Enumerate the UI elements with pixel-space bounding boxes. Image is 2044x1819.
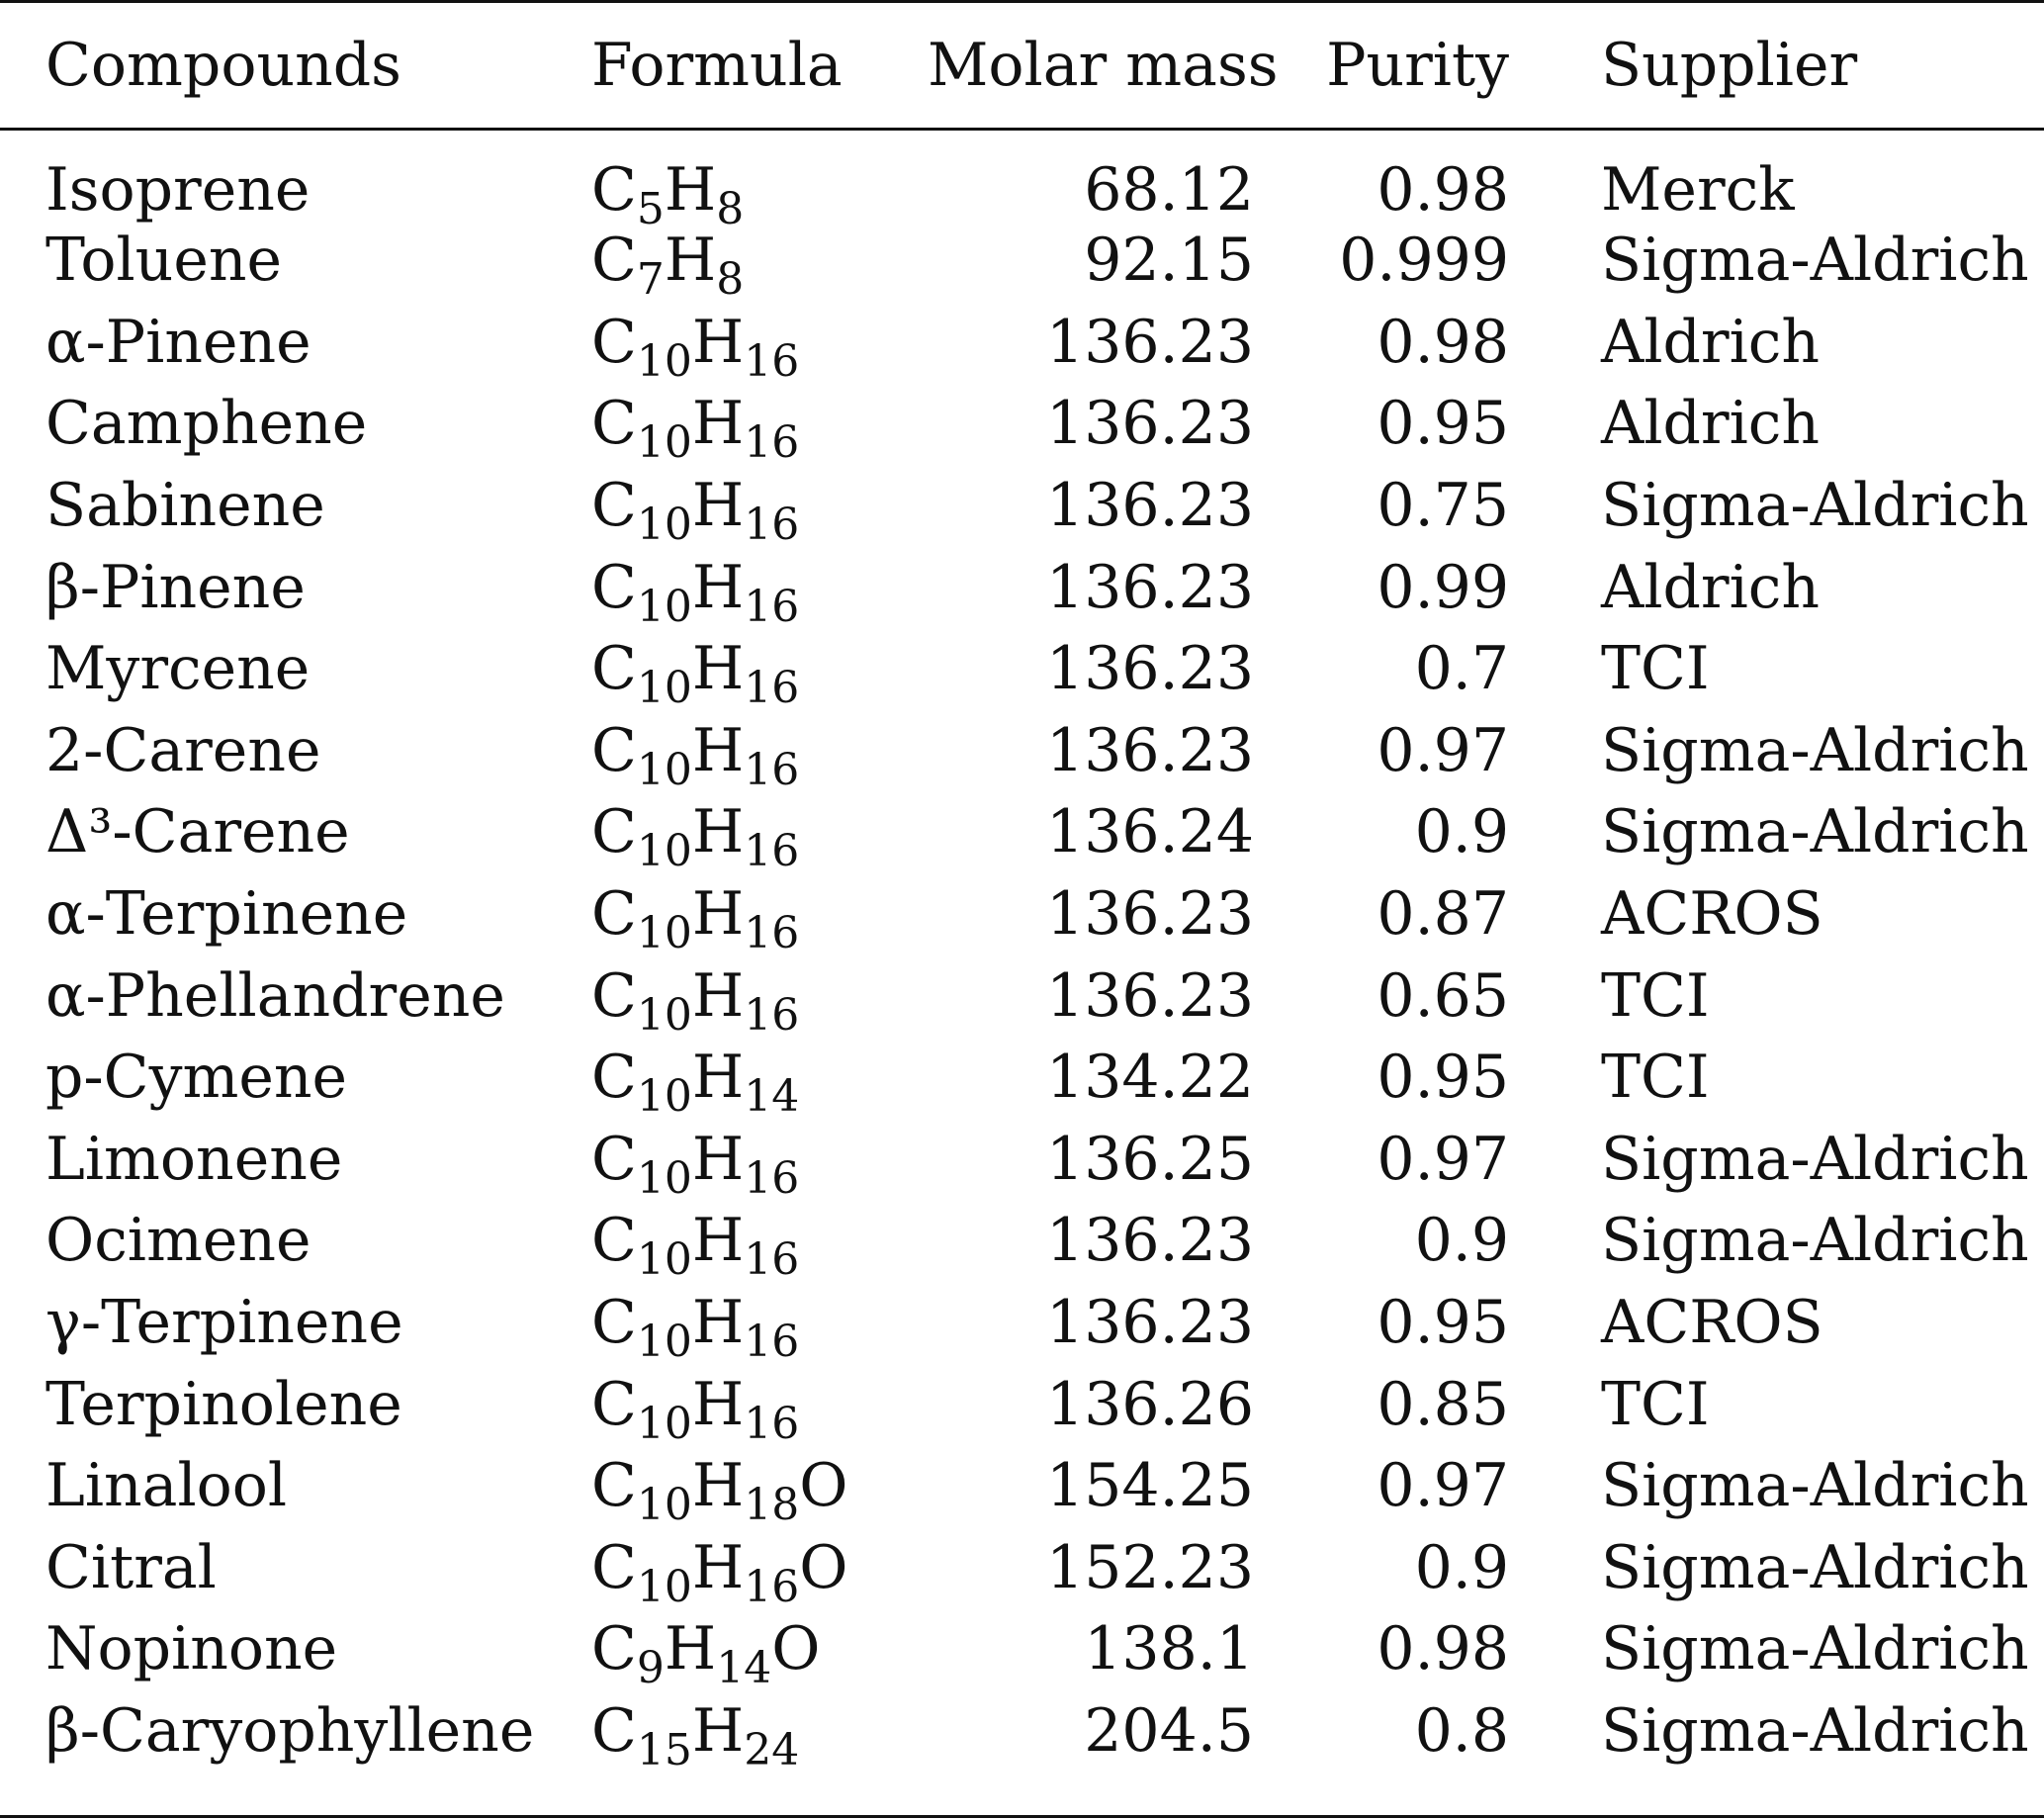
- cell-purity: 0.8: [1414, 1695, 1509, 1766]
- cell-supplier: Sigma-Aldrich: [1601, 1124, 2029, 1194]
- cell-formula: [591, 873, 928, 959]
- cell-formula: [591, 1690, 928, 1773]
- cell-formula: [591, 791, 928, 877]
- formula-subscript: 10: [636, 417, 692, 469]
- formula-symbol: C: [591, 1206, 637, 1276]
- cell-molar-mass: 152.23: [1046, 1532, 1254, 1602]
- formula-subscript: 16: [744, 989, 800, 1041]
- cell-purity: 0.97: [1377, 1451, 1509, 1521]
- cell-formula: [591, 710, 928, 795]
- cell-formula: [591, 628, 928, 714]
- formula-element: [691, 1043, 800, 1123]
- formula-element: [591, 1695, 692, 1775]
- formula-element: [591, 155, 665, 234]
- formula-symbol: O: [771, 1614, 821, 1684]
- formula-element: [591, 1532, 692, 1612]
- formula-symbol: H: [691, 1124, 745, 1194]
- cell-supplier: Sigma-Aldrich: [1601, 1532, 2029, 1602]
- cell-purity: 0.9: [1414, 797, 1509, 867]
- cell-supplier: TCI: [1601, 1043, 1710, 1113]
- table-row: [0, 1608, 2044, 1690]
- formula-element: [691, 307, 800, 387]
- formula-symbol: C: [591, 1124, 637, 1194]
- table-row: [0, 873, 2044, 955]
- formula-symbol: H: [691, 307, 745, 377]
- cell-supplier: Aldrich: [1601, 307, 1821, 377]
- cell-formula: [591, 1445, 928, 1531]
- cell-purity: 0.7: [1414, 634, 1509, 704]
- formula-subscript: 16: [744, 1317, 800, 1368]
- formula-element: [664, 155, 745, 234]
- cell-formula: [591, 1363, 928, 1449]
- cell-molar-mass: 138.1: [1084, 1614, 1254, 1684]
- cell-molar-mass: 136.23: [1046, 1206, 1254, 1276]
- formula-symbol: H: [691, 960, 745, 1031]
- cell-compound: Toluene: [45, 226, 282, 296]
- formula-subscript: 16: [744, 1152, 800, 1204]
- cell-supplier: ACROS: [1601, 1288, 1823, 1358]
- cell-molar-mass: 136.23: [1046, 471, 1254, 541]
- formula-subscript: 10: [636, 744, 692, 795]
- formula-element: [691, 634, 800, 714]
- cell-formula: [591, 1527, 928, 1612]
- table-row: [0, 220, 2044, 302]
- cell-formula: [591, 302, 928, 387]
- cell-supplier: Sigma-Aldrich: [1601, 1614, 2029, 1684]
- table-row: [0, 1527, 2044, 1609]
- formula-element: [591, 226, 665, 306]
- formula-element: [591, 1124, 692, 1204]
- formula-symbol: C: [591, 389, 637, 459]
- formula-subscript: 8: [716, 184, 745, 234]
- table-bottom-rule: [0, 1815, 2044, 1818]
- cell-molar-mass: 136.23: [1046, 552, 1254, 622]
- formula-element: [591, 960, 692, 1041]
- formula-element: [691, 1369, 800, 1449]
- formula-element: [691, 715, 800, 795]
- cell-compound: Terpinolene: [45, 1369, 402, 1439]
- table-row: [0, 791, 2044, 873]
- cell-compound: p-Cymene: [45, 1043, 348, 1113]
- formula-subscript: 16: [744, 826, 800, 877]
- cell-compound: Nopinone: [45, 1614, 338, 1684]
- formula-element: [664, 1614, 772, 1694]
- formula-subscript: 16: [744, 1561, 800, 1612]
- cell-compound: α-Phellandrene: [45, 960, 505, 1031]
- cell-supplier: Sigma-Aldrich: [1601, 471, 2029, 541]
- cell-molar-mass: 136.23: [1046, 879, 1254, 950]
- formula-subscript: 14: [716, 1643, 772, 1694]
- formula-element: [591, 1451, 692, 1531]
- formula-element: [799, 1451, 847, 1520]
- formula-subscript: 16: [744, 335, 800, 387]
- formula-symbol: O: [799, 1532, 848, 1602]
- cell-molar-mass: 92.15: [1084, 226, 1254, 296]
- formula-element: [771, 1614, 820, 1683]
- formula-symbol: C: [591, 1614, 637, 1684]
- cell-molar-mass: 136.24: [1046, 797, 1254, 867]
- cell-purity: 0.95: [1377, 389, 1509, 459]
- formula-subscript: 9: [636, 1643, 665, 1694]
- formula-subscript: 10: [636, 1480, 692, 1531]
- formula-subscript: 16: [744, 663, 800, 714]
- cell-purity: 0.99: [1377, 552, 1509, 622]
- formula-subscript: 15: [636, 1724, 692, 1775]
- cell-compound: Sabinene: [45, 471, 325, 541]
- formula-symbol: C: [591, 1451, 637, 1521]
- formula-subscript: 18: [744, 1480, 800, 1531]
- formula-symbol: H: [691, 471, 745, 541]
- formula-symbol: C: [591, 879, 637, 950]
- formula-symbol: C: [591, 226, 637, 296]
- cell-compound: Myrcene: [45, 634, 311, 704]
- table-row: [0, 1445, 2044, 1527]
- formula-symbol: C: [591, 960, 637, 1031]
- cell-compound: Isoprene: [45, 155, 311, 225]
- formula-subscript: 10: [636, 1398, 692, 1449]
- cell-molar-mass: 154.25: [1046, 1451, 1254, 1521]
- cell-formula: [591, 955, 928, 1041]
- cell-purity: 0.87: [1377, 879, 1509, 950]
- cell-compound: β-Pinene: [45, 552, 306, 622]
- formula-symbol: H: [664, 155, 717, 225]
- formula-symbol: C: [591, 307, 637, 377]
- cell-molar-mass: 134.22: [1046, 1043, 1254, 1113]
- header-compounds: Compounds: [45, 31, 401, 100]
- cell-molar-mass: 136.23: [1046, 960, 1254, 1031]
- table-row: [0, 131, 2044, 220]
- cell-formula: [591, 1200, 928, 1286]
- header-supplier: Supplier: [1601, 31, 1858, 100]
- formula-symbol: C: [591, 1369, 637, 1439]
- cell-purity: 0.75: [1377, 471, 1509, 541]
- cell-compound: γ-Terpinene: [45, 1288, 403, 1358]
- formula-symbol: H: [691, 1206, 745, 1276]
- table-row: [0, 546, 2044, 628]
- formula-symbol: H: [691, 1043, 745, 1113]
- table-row: [0, 955, 2044, 1037]
- cell-molar-mass: 136.23: [1046, 1288, 1254, 1358]
- formula-element: [664, 226, 745, 306]
- formula-subscript: 5: [636, 184, 665, 234]
- formula-subscript: 16: [744, 500, 800, 551]
- formula-subscript: 10: [636, 826, 692, 877]
- table-row: [0, 1200, 2044, 1282]
- cell-supplier: Aldrich: [1601, 552, 1821, 622]
- cell-compound: Citral: [45, 1532, 217, 1602]
- formula-element: [591, 307, 692, 387]
- cell-compound: Limonene: [45, 1124, 343, 1194]
- formula-symbol: C: [591, 155, 637, 225]
- cell-compound: α-Terpinene: [45, 879, 408, 950]
- cell-supplier: Sigma-Aldrich: [1601, 226, 2029, 296]
- formula-subscript: 10: [636, 908, 692, 959]
- formula-subscript: 10: [636, 1234, 692, 1286]
- cell-molar-mass: 204.5: [1084, 1695, 1254, 1766]
- cell-formula: [591, 220, 928, 306]
- cell-formula: [591, 546, 928, 632]
- formula-symbol: H: [691, 715, 745, 785]
- cell-formula: [591, 1037, 928, 1123]
- cell-purity: 0.98: [1377, 1614, 1509, 1684]
- formula-symbol: H: [691, 1369, 745, 1439]
- formula-symbol: C: [591, 1288, 637, 1358]
- formula-subscript: 24: [744, 1724, 800, 1775]
- formula-element: [591, 471, 692, 551]
- cell-supplier: TCI: [1601, 960, 1710, 1031]
- formula-symbol: H: [691, 879, 745, 950]
- formula-element: [591, 715, 692, 795]
- header-row: [0, 0, 2044, 131]
- formula-symbol: C: [591, 552, 637, 622]
- formula-element: [591, 634, 692, 714]
- table-header: [0, 0, 2044, 131]
- formula-symbol: C: [591, 471, 637, 541]
- cell-formula: [591, 465, 928, 551]
- formula-element: [591, 1206, 692, 1286]
- cell-compound: Ocimene: [45, 1206, 311, 1276]
- cell-compound: 2-Carene: [45, 715, 321, 785]
- cell-supplier: Sigma-Aldrich: [1601, 1206, 2029, 1276]
- formula-subscript: 10: [636, 1317, 692, 1368]
- cell-supplier: Sigma-Aldrich: [1601, 715, 2029, 785]
- formula-subscript: 16: [744, 581, 800, 632]
- formula-symbol: H: [691, 634, 745, 704]
- formula-symbol: H: [691, 1532, 745, 1602]
- formula-symbol: H: [691, 1695, 745, 1766]
- cell-purity: 0.65: [1377, 960, 1509, 1031]
- cell-supplier: TCI: [1601, 634, 1710, 704]
- formula-element: [591, 1369, 692, 1449]
- cell-supplier: Aldrich: [1601, 389, 1821, 459]
- cell-purity: 0.98: [1377, 155, 1509, 225]
- cell-purity: 0.95: [1377, 1288, 1509, 1358]
- cell-formula: [591, 1608, 928, 1694]
- cell-supplier: TCI: [1601, 1369, 1710, 1439]
- formula-element: [691, 1124, 800, 1204]
- formula-subscript: 10: [636, 1561, 692, 1612]
- formula-subscript: 16: [744, 417, 800, 469]
- formula-symbol: C: [591, 634, 637, 704]
- table-row: [0, 710, 2044, 792]
- table-row: [0, 1363, 2044, 1445]
- cell-supplier: Sigma-Aldrich: [1601, 797, 2029, 867]
- cell-molar-mass: 136.23: [1046, 389, 1254, 459]
- cell-molar-mass: 136.23: [1046, 307, 1254, 377]
- formula-symbol: H: [691, 797, 745, 867]
- formula-symbol: H: [691, 389, 745, 459]
- formula-element: [591, 879, 692, 959]
- cell-formula: [591, 131, 928, 234]
- formula-symbol: H: [664, 1614, 717, 1684]
- cell-molar-mass: 136.26: [1046, 1369, 1254, 1439]
- formula-subscript: 16: [744, 1398, 800, 1449]
- cell-purity: 0.999: [1339, 226, 1509, 296]
- cell-supplier: Sigma-Aldrich: [1601, 1695, 2029, 1766]
- cell-supplier: Merck: [1601, 155, 1795, 225]
- formula-symbol: H: [664, 226, 717, 296]
- formula-element: [691, 1288, 800, 1368]
- header-molar-mass: Molar mass: [928, 31, 1279, 100]
- formula-subscript: 14: [744, 1071, 800, 1123]
- formula-subscript: 10: [636, 335, 692, 387]
- formula-element: [691, 389, 800, 469]
- formula-subscript: 10: [636, 989, 692, 1041]
- formula-element: [691, 1451, 800, 1531]
- formula-subscript: 16: [744, 908, 800, 959]
- table-row: [0, 628, 2044, 710]
- table-row: [0, 1690, 2044, 1773]
- cell-formula: [591, 383, 928, 469]
- table-row: [0, 1037, 2044, 1119]
- formula-symbol: C: [591, 797, 637, 867]
- formula-element: [591, 1043, 692, 1123]
- formula-subscript: 16: [744, 1234, 800, 1286]
- formula-subscript: 10: [636, 663, 692, 714]
- formula-element: [591, 389, 692, 469]
- table-row: [0, 302, 2044, 384]
- cell-supplier: ACROS: [1601, 879, 1823, 950]
- formula-element: [691, 1532, 800, 1612]
- formula-symbol: O: [799, 1451, 848, 1521]
- formula-element: [799, 1533, 847, 1602]
- formula-symbol: H: [691, 1451, 745, 1521]
- cell-compound: β-Caryophyllene: [45, 1695, 535, 1766]
- header-formula: Formula: [591, 31, 843, 100]
- cell-purity: 0.98: [1377, 307, 1509, 377]
- cell-purity: 0.97: [1377, 715, 1509, 785]
- cell-molar-mass: 136.25: [1046, 1124, 1254, 1194]
- formula-symbol: C: [591, 1532, 637, 1602]
- table-row: [0, 1282, 2044, 1364]
- formula-element: [591, 552, 692, 632]
- cell-purity: 0.97: [1377, 1124, 1509, 1194]
- cell-compound: Δ³-Carene: [45, 797, 350, 867]
- formula-element: [691, 471, 800, 551]
- cell-formula: [591, 1282, 928, 1368]
- formula-element: [691, 797, 800, 877]
- cell-purity: 0.9: [1414, 1206, 1509, 1276]
- cell-compound: Camphene: [45, 389, 368, 459]
- cell-supplier: Sigma-Aldrich: [1601, 1451, 2029, 1521]
- formula-symbol: C: [591, 1043, 637, 1113]
- formula-subscript: 10: [636, 1152, 692, 1204]
- cell-compound: α-Pinene: [45, 307, 311, 377]
- formula-subscript: 16: [744, 744, 800, 795]
- formula-symbol: C: [591, 715, 637, 785]
- cell-formula: [591, 1119, 928, 1204]
- formula-element: [691, 1206, 800, 1286]
- formula-element: [591, 1288, 692, 1368]
- formula-element: [691, 960, 800, 1041]
- cell-molar-mass: 68.12: [1084, 155, 1254, 225]
- formula-symbol: C: [591, 1695, 637, 1766]
- formula-element: [691, 879, 800, 959]
- formula-subscript: 7: [636, 254, 665, 306]
- formula-symbol: H: [691, 1288, 745, 1358]
- formula-symbol: H: [691, 552, 745, 622]
- cell-purity: 0.95: [1377, 1043, 1509, 1113]
- cell-molar-mass: 136.23: [1046, 634, 1254, 704]
- formula-subscript: 8: [716, 254, 745, 306]
- table-row: [0, 383, 2044, 465]
- formula-element: [691, 552, 800, 632]
- table-body: [0, 131, 2044, 1775]
- formula-subscript: 10: [636, 1071, 692, 1123]
- cell-purity: 0.9: [1414, 1532, 1509, 1602]
- cell-purity: 0.85: [1377, 1369, 1509, 1439]
- formula-element: [591, 1614, 665, 1694]
- formula-subscript: 10: [636, 581, 692, 632]
- table-row: [0, 1119, 2044, 1201]
- formula-element: [691, 1695, 800, 1775]
- cell-compound: Linalool: [45, 1451, 288, 1521]
- formula-subscript: 10: [636, 500, 692, 551]
- cell-molar-mass: 136.23: [1046, 715, 1254, 785]
- table-row: [0, 465, 2044, 547]
- formula-element: [591, 797, 692, 877]
- header-purity: Purity: [1326, 31, 1509, 100]
